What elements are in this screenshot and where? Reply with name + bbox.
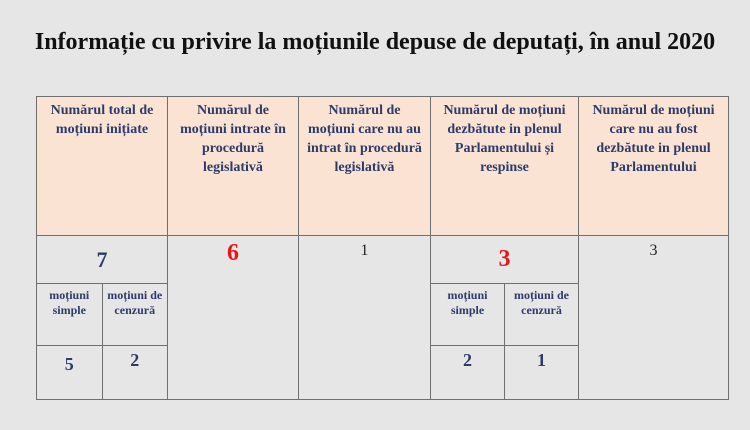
page-title: Informație cu privire la moțiunile depuse de deputați, în anul 2020 [34,29,716,55]
value-total-censure: 2 [102,346,168,400]
value-not-in-procedure: 1 [299,236,431,400]
cell-debated-rejected [431,236,579,400]
label-simple: moțiuni simple [431,284,505,346]
total-breakdown [36,235,168,400]
header-not-debated: Numărul de moțiuni care nu au fost dezbătute in plenul Parlamentului [579,97,729,236]
value-total: 7 [37,236,168,284]
debated-breakdown [430,235,579,400]
label-simple: moțiuni simple [37,284,103,346]
header-not-in-procedure: Numărul de moțiuni care nu au intrat în procedură legislativă [299,97,431,236]
header-row [37,97,729,236]
value-not-debated: 3 [579,236,729,400]
label-censure: moțiuni de cenzură [102,284,168,346]
label-censure: moțiuni de cenzură [505,284,579,346]
motions-table [36,96,729,400]
values-row [37,236,729,400]
value-total-simple: 5 [37,346,103,400]
value-debated-rejected: 3 [431,236,579,284]
header-total: Numărul total de moțiuni inițiate [37,97,168,236]
header-debated-rejected: Numărul de moțiuni dezbătute in plenul Parlamentului și respinse [431,97,579,236]
cell-total [37,236,168,400]
value-debated-simple: 2 [431,346,505,400]
header-in-procedure: Numărul de moțiuni intrate în procedură legislativă [168,97,299,236]
value-debated-censure: 1 [505,346,579,400]
value-in-procedure: 6 [168,236,299,400]
